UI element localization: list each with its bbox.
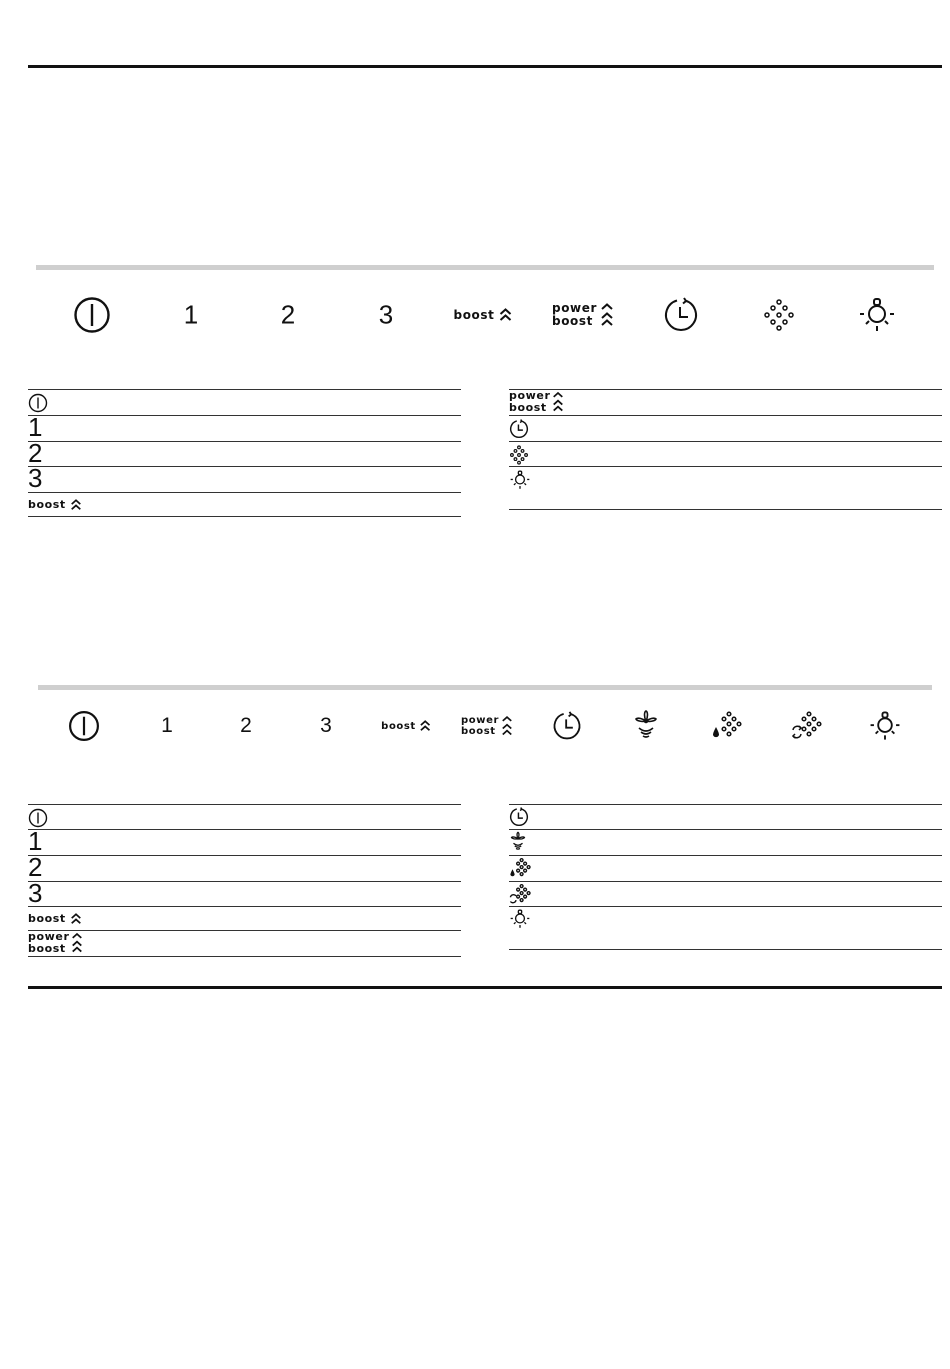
legend-row xyxy=(509,856,942,882)
level-3-button[interactable]: 3 xyxy=(320,714,332,737)
light-button[interactable] xyxy=(868,709,902,743)
odour-filter-icon xyxy=(791,711,821,741)
legend-row xyxy=(509,830,942,856)
odour-filter-button[interactable] xyxy=(791,711,821,741)
panel-a-bar xyxy=(36,265,934,270)
boost-label: boost xyxy=(28,498,66,511)
light-icon xyxy=(509,469,531,491)
boost-label: boost xyxy=(28,912,66,925)
boost-button[interactable] xyxy=(381,720,431,732)
legend-symbol xyxy=(509,807,529,827)
boost-label: boost xyxy=(509,401,547,414)
filter-icon xyxy=(762,298,796,332)
legend-digit: 2 xyxy=(28,852,43,882)
boost-chevron-icon xyxy=(498,308,512,322)
timer-icon xyxy=(509,807,529,827)
power-label: power xyxy=(461,715,499,726)
grease-filter-icon xyxy=(509,858,530,879)
fan-sensor-icon xyxy=(633,709,659,743)
fan-sensor-button[interactable] xyxy=(633,709,659,743)
timer-button[interactable] xyxy=(663,297,699,333)
legend-symbol xyxy=(509,390,564,414)
power-label: power xyxy=(552,301,597,315)
boost-button[interactable] xyxy=(454,308,513,322)
level-2-button[interactable]: 2 xyxy=(240,714,252,737)
legend-symbol xyxy=(28,393,48,413)
legend-row xyxy=(28,390,461,416)
top-rule xyxy=(28,65,942,68)
legend-symbol xyxy=(28,808,48,828)
legend-digit: 1 xyxy=(28,412,43,442)
level-1-button[interactable]: 1 xyxy=(183,299,199,330)
fan-sensor-icon xyxy=(509,831,527,853)
legend-symbol xyxy=(509,445,529,465)
power-label: power xyxy=(28,930,70,943)
boost-label: boost xyxy=(453,308,495,322)
power-icon xyxy=(68,710,100,742)
legend-row xyxy=(509,907,942,950)
odour-filter-icon xyxy=(509,884,530,905)
timer-icon xyxy=(663,297,699,333)
legend-symbol xyxy=(509,908,531,930)
timer-icon xyxy=(552,711,582,741)
boost-label: boost xyxy=(552,314,593,328)
legend-symbol xyxy=(509,469,531,491)
power-button[interactable] xyxy=(73,296,111,334)
level-2-button[interactable]: 2 xyxy=(280,299,296,330)
legend-digit: 1 xyxy=(28,826,43,856)
legend-row xyxy=(509,882,942,907)
light-icon xyxy=(857,295,897,335)
legend-symbol xyxy=(509,831,527,853)
legend-row xyxy=(509,416,942,442)
light-icon xyxy=(868,709,902,743)
timer-icon xyxy=(509,419,529,439)
light-button[interactable] xyxy=(857,295,897,335)
legend-row xyxy=(28,878,461,908)
legend-digit: 3 xyxy=(28,878,43,908)
boost-label: boost xyxy=(28,942,66,955)
legend-row xyxy=(28,931,461,957)
legend-symbol xyxy=(28,931,83,955)
boost-chevron-icon xyxy=(70,499,82,511)
legend-row xyxy=(509,442,942,467)
legend-row xyxy=(509,467,942,510)
grease-filter-button[interactable] xyxy=(711,711,741,741)
level-3-button[interactable]: 3 xyxy=(378,299,394,330)
power-button[interactable] xyxy=(68,710,100,742)
legend-digit: 3 xyxy=(28,463,43,493)
timer-button[interactable] xyxy=(552,711,582,741)
legend-row xyxy=(28,826,461,856)
bottom-rule xyxy=(28,986,942,989)
boost-label: boost xyxy=(461,726,496,737)
power-boost-chevron-icon xyxy=(600,302,614,328)
legend-symbol xyxy=(509,884,530,905)
power-boost-chevron-icon xyxy=(71,931,83,955)
legend-digit: 2 xyxy=(28,438,43,468)
power-boost-button[interactable] xyxy=(552,302,614,328)
level-1-button[interactable]: 1 xyxy=(161,714,173,737)
legend-row xyxy=(28,412,461,442)
legend-row xyxy=(28,907,461,931)
boost-chevron-icon xyxy=(70,913,82,925)
filter-button[interactable] xyxy=(762,298,796,332)
grease-filter-icon xyxy=(711,711,741,741)
legend-symbol xyxy=(509,419,529,439)
light-icon xyxy=(509,908,531,930)
legend-row xyxy=(509,390,942,416)
power-boost-button[interactable] xyxy=(461,715,513,737)
panel-b-bar xyxy=(38,685,932,690)
legend-row xyxy=(28,463,461,493)
legend-symbol xyxy=(509,858,530,879)
power-label: power xyxy=(509,389,551,402)
legend-symbol xyxy=(28,498,82,511)
legend-row xyxy=(28,438,461,468)
power-boost-chevron-icon xyxy=(501,715,513,737)
power-icon xyxy=(73,296,111,334)
filter-icon xyxy=(509,445,529,465)
boost-chevron-icon xyxy=(419,720,431,732)
legend-row xyxy=(28,493,461,517)
power-icon xyxy=(28,808,48,828)
legend-row xyxy=(509,805,942,830)
power-boost-chevron-icon xyxy=(552,390,564,414)
boost-label: boost xyxy=(381,720,416,732)
legend-row xyxy=(28,852,461,882)
power-icon xyxy=(28,393,48,413)
legend-row xyxy=(28,805,461,830)
legend-symbol xyxy=(28,912,82,925)
